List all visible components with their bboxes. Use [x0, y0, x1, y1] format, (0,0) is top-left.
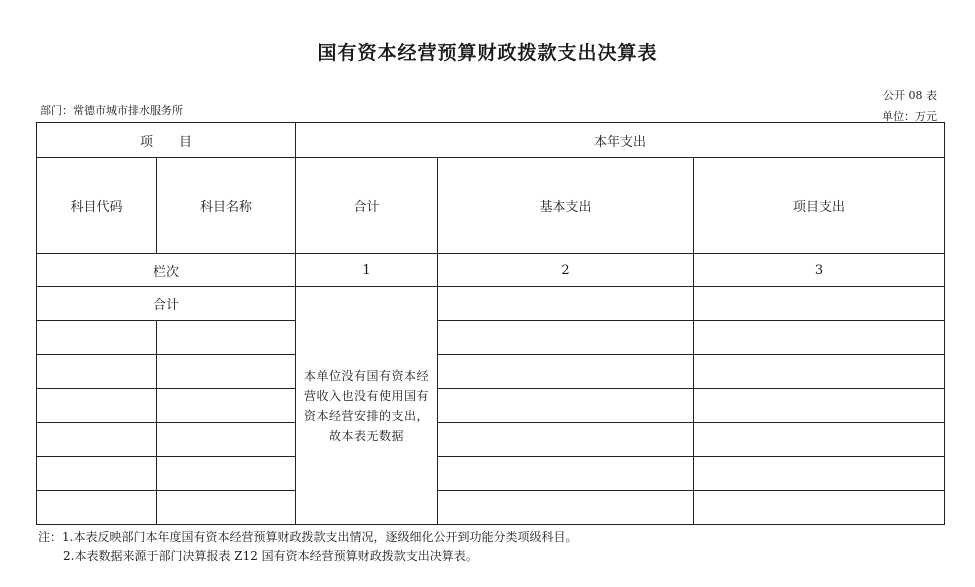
no-data-note: 本单位没有国有资本经营收入也没有使用国有资本经营安排的支出，故本表无数据 — [296, 287, 438, 525]
table-row — [37, 321, 945, 355]
column-order-row — [37, 254, 945, 287]
basic-header: 基本支出 — [438, 158, 694, 254]
project-header: 项目支出 — [694, 158, 945, 254]
table-row — [37, 457, 945, 491]
col-number-3: 3 — [694, 254, 945, 287]
total-project-cell — [694, 287, 945, 321]
current-year-header: 本年支出 — [296, 123, 945, 158]
header-row-2 — [37, 158, 945, 254]
item-header: 项 目 — [37, 123, 296, 158]
total-basic-cell — [438, 287, 694, 321]
expenditure-table — [36, 122, 945, 525]
total-row-label: 合计 — [37, 287, 296, 321]
footer-note-1: 注：1.本表反映部门本年度国有资本经营预算财政拨款支出情况，逐级细化公开到功能分类项级科目。 — [38, 530, 578, 544]
total-header: 合计 — [296, 158, 438, 254]
unit-label: 单位：万元 — [882, 110, 937, 123]
name-header: 科目名称 — [157, 158, 296, 254]
column-order-label: 栏次 — [37, 254, 296, 287]
table-row — [37, 423, 945, 457]
department-label: 部门：常德市城市排水服务所 — [40, 104, 183, 117]
form-number: 公开 08 表 — [883, 89, 937, 102]
total-row — [37, 287, 945, 321]
table-row — [37, 355, 945, 389]
table-row — [37, 491, 945, 525]
header-row-1 — [37, 123, 945, 158]
table-row — [37, 389, 945, 423]
footer-note-2: 2.本表数据来源于部门决算报表 Z12 国有资本经营预算财政拨款支出决算表。 — [63, 549, 478, 563]
col-number-1: 1 — [296, 254, 438, 287]
code-header: 科目代码 — [37, 158, 157, 254]
col-number-2: 2 — [438, 254, 694, 287]
page-title: 国有资本经营预算财政拨款支出决算表 — [317, 42, 658, 64]
footer-notes — [38, 528, 577, 566]
